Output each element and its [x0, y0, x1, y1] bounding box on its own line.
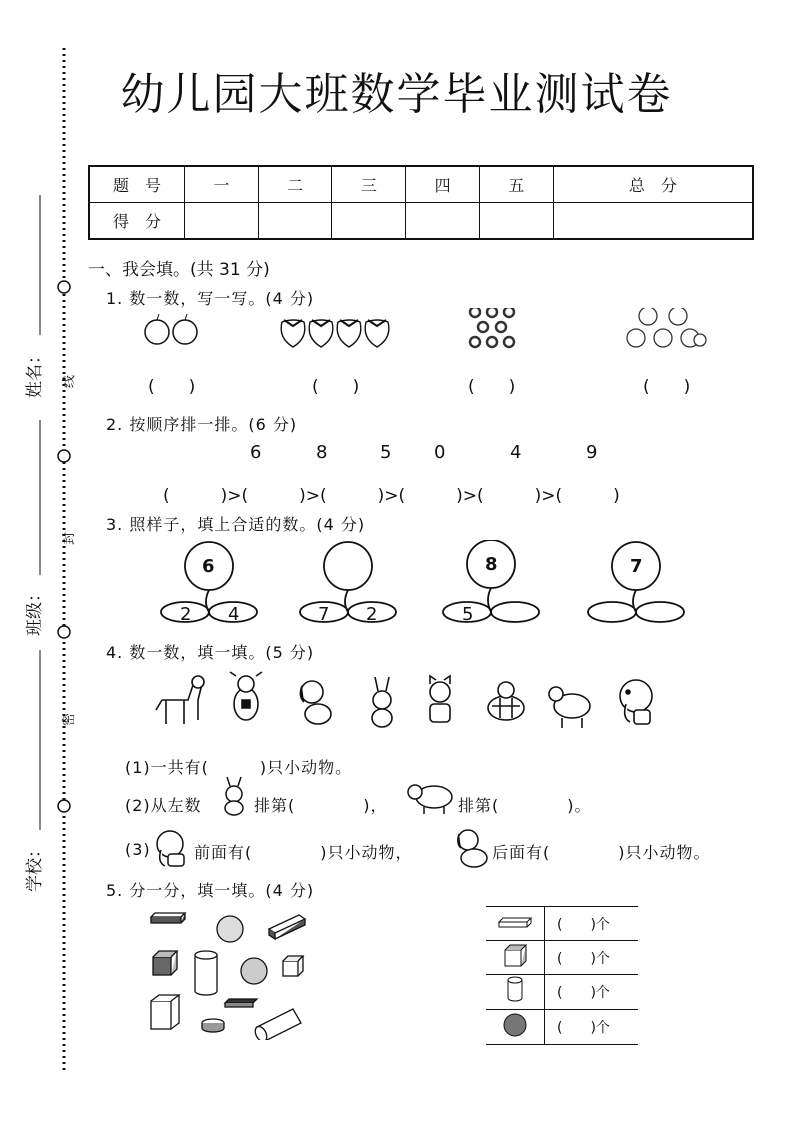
cuboid-icon [269, 915, 305, 939]
cylinder-icon [486, 975, 545, 1010]
q3-left-number: 5 [462, 604, 474, 625]
cuboid-icon [486, 907, 545, 941]
score-cell[interactable] [406, 203, 480, 240]
score-cell[interactable] [258, 203, 332, 240]
cylinder-icon [202, 1019, 224, 1032]
q1-pictures [140, 308, 740, 358]
score-header: 四 [406, 166, 480, 203]
cuboid-icon [225, 999, 257, 1007]
q1-answer-blank[interactable]: ( ) [468, 377, 516, 397]
q5-count-blank[interactable]: ( )个 [545, 907, 639, 941]
sheep-icon [404, 780, 458, 816]
score-header: 三 [332, 166, 406, 203]
q3-top-number: 6 [202, 556, 215, 577]
q4-sub3-mid: 前面有( )只小动物， [194, 843, 413, 862]
elephant-icon [148, 826, 192, 870]
q2-number: 8 [316, 442, 328, 463]
q2-number: 4 [510, 442, 522, 463]
strawberry-icon [281, 320, 389, 347]
rabbit-icon [214, 776, 254, 816]
q2-number: 6 [250, 442, 262, 463]
q5-count-blank[interactable]: ( )个 [545, 941, 639, 975]
q3-top-number: 8 [485, 554, 498, 575]
name-label: 姓名： [25, 347, 45, 398]
q2-number: 5 [380, 442, 392, 463]
flower-icon [627, 308, 706, 347]
q5-count-blank[interactable]: ( )个 [545, 1010, 639, 1045]
q3-left-number: 2 [180, 604, 192, 625]
feng-label: 封 [62, 531, 77, 545]
class-label: 班级： [25, 585, 45, 636]
page-title: 幼儿园大班数学毕业测试卷 [120, 69, 673, 120]
score-header: 一 [185, 166, 259, 203]
q2-number: 0 [434, 442, 446, 463]
q3-right-number: 2 [366, 604, 378, 625]
score-header: 总 分 [553, 166, 753, 203]
q4-sub3-end: 后面有( )只小动物。 [492, 843, 711, 862]
cube-icon [486, 941, 545, 975]
dog-icon [452, 826, 492, 870]
q4-label: 4. 数一数，填一填。(5 分) [106, 643, 315, 662]
score-header: 二 [258, 166, 332, 203]
score-cell[interactable] [185, 203, 259, 240]
q3-right-number: 4 [228, 604, 240, 625]
q3-left-number: 7 [318, 604, 330, 625]
xian-label: 线 [62, 374, 77, 388]
sphere-icon [486, 1010, 545, 1045]
q4-sub1: (1)一共有( )只小动物。 [125, 758, 353, 777]
q4-animal-row [150, 670, 670, 736]
q2-label: 2. 按顺序排一排。(6 分) [106, 415, 298, 434]
sheep-icon [549, 687, 590, 728]
apple-icon [145, 314, 197, 344]
cube-icon [153, 951, 177, 975]
q3-label: 3. 照样子，填上合适的数。(4 分) [106, 515, 366, 534]
score-row-label: 得 分 [89, 203, 185, 240]
q4-sub2-mid: 排第( )， [254, 796, 388, 815]
binding-edge [0, 0, 90, 1122]
dog-icon [300, 681, 331, 724]
turtle-icon [488, 682, 524, 720]
q5-shapes [145, 905, 335, 1040]
q5-label: 5. 分一分，填一填。(4 分) [106, 881, 315, 900]
school-label: 学校： [25, 841, 45, 892]
score-cell[interactable] [332, 203, 406, 240]
score-table [88, 165, 754, 240]
cat-icon [430, 676, 450, 722]
score-header: 题 号 [89, 166, 185, 203]
section-heading: 一、我会填。(共 31 分) [88, 260, 270, 280]
q4-sub3-lead: (3) [125, 840, 151, 859]
score-cell[interactable] [479, 203, 553, 240]
horse-icon [156, 676, 204, 724]
rabbit-icon [372, 677, 392, 727]
q2-number: 9 [586, 442, 598, 463]
cylinder-icon [195, 951, 217, 995]
mi-label: 密 [62, 712, 77, 726]
cylinder-icon [253, 1009, 301, 1040]
ring-icon [470, 308, 514, 347]
cube-icon [151, 995, 179, 1029]
q1-answer-blank[interactable]: ( ) [643, 377, 691, 397]
q2-answer-blank[interactable]: ( )>( )>( )>( )>( )>( ) [163, 486, 620, 506]
cuboid-icon [151, 913, 185, 923]
score-header: 五 [479, 166, 553, 203]
q1-answer-blank[interactable]: ( ) [148, 377, 196, 397]
score-cell[interactable] [553, 203, 753, 240]
q3-top-number: 7 [630, 556, 643, 577]
q1-answer-blank[interactable]: ( ) [312, 377, 360, 397]
q5-count-blank[interactable]: ( )个 [545, 975, 639, 1010]
q1-label: 1. 数一数，写一写。(4 分) [106, 289, 315, 308]
q5-count-table [486, 906, 638, 1045]
cow-icon [230, 672, 262, 720]
elephant-icon [620, 680, 652, 724]
q4-sub2-end: 排第( )。 [458, 796, 592, 815]
sphere-icon [217, 916, 243, 942]
sphere-icon [241, 958, 267, 984]
cube-icon [283, 956, 303, 976]
q4-sub2-lead: (2)从左数 [125, 796, 202, 815]
